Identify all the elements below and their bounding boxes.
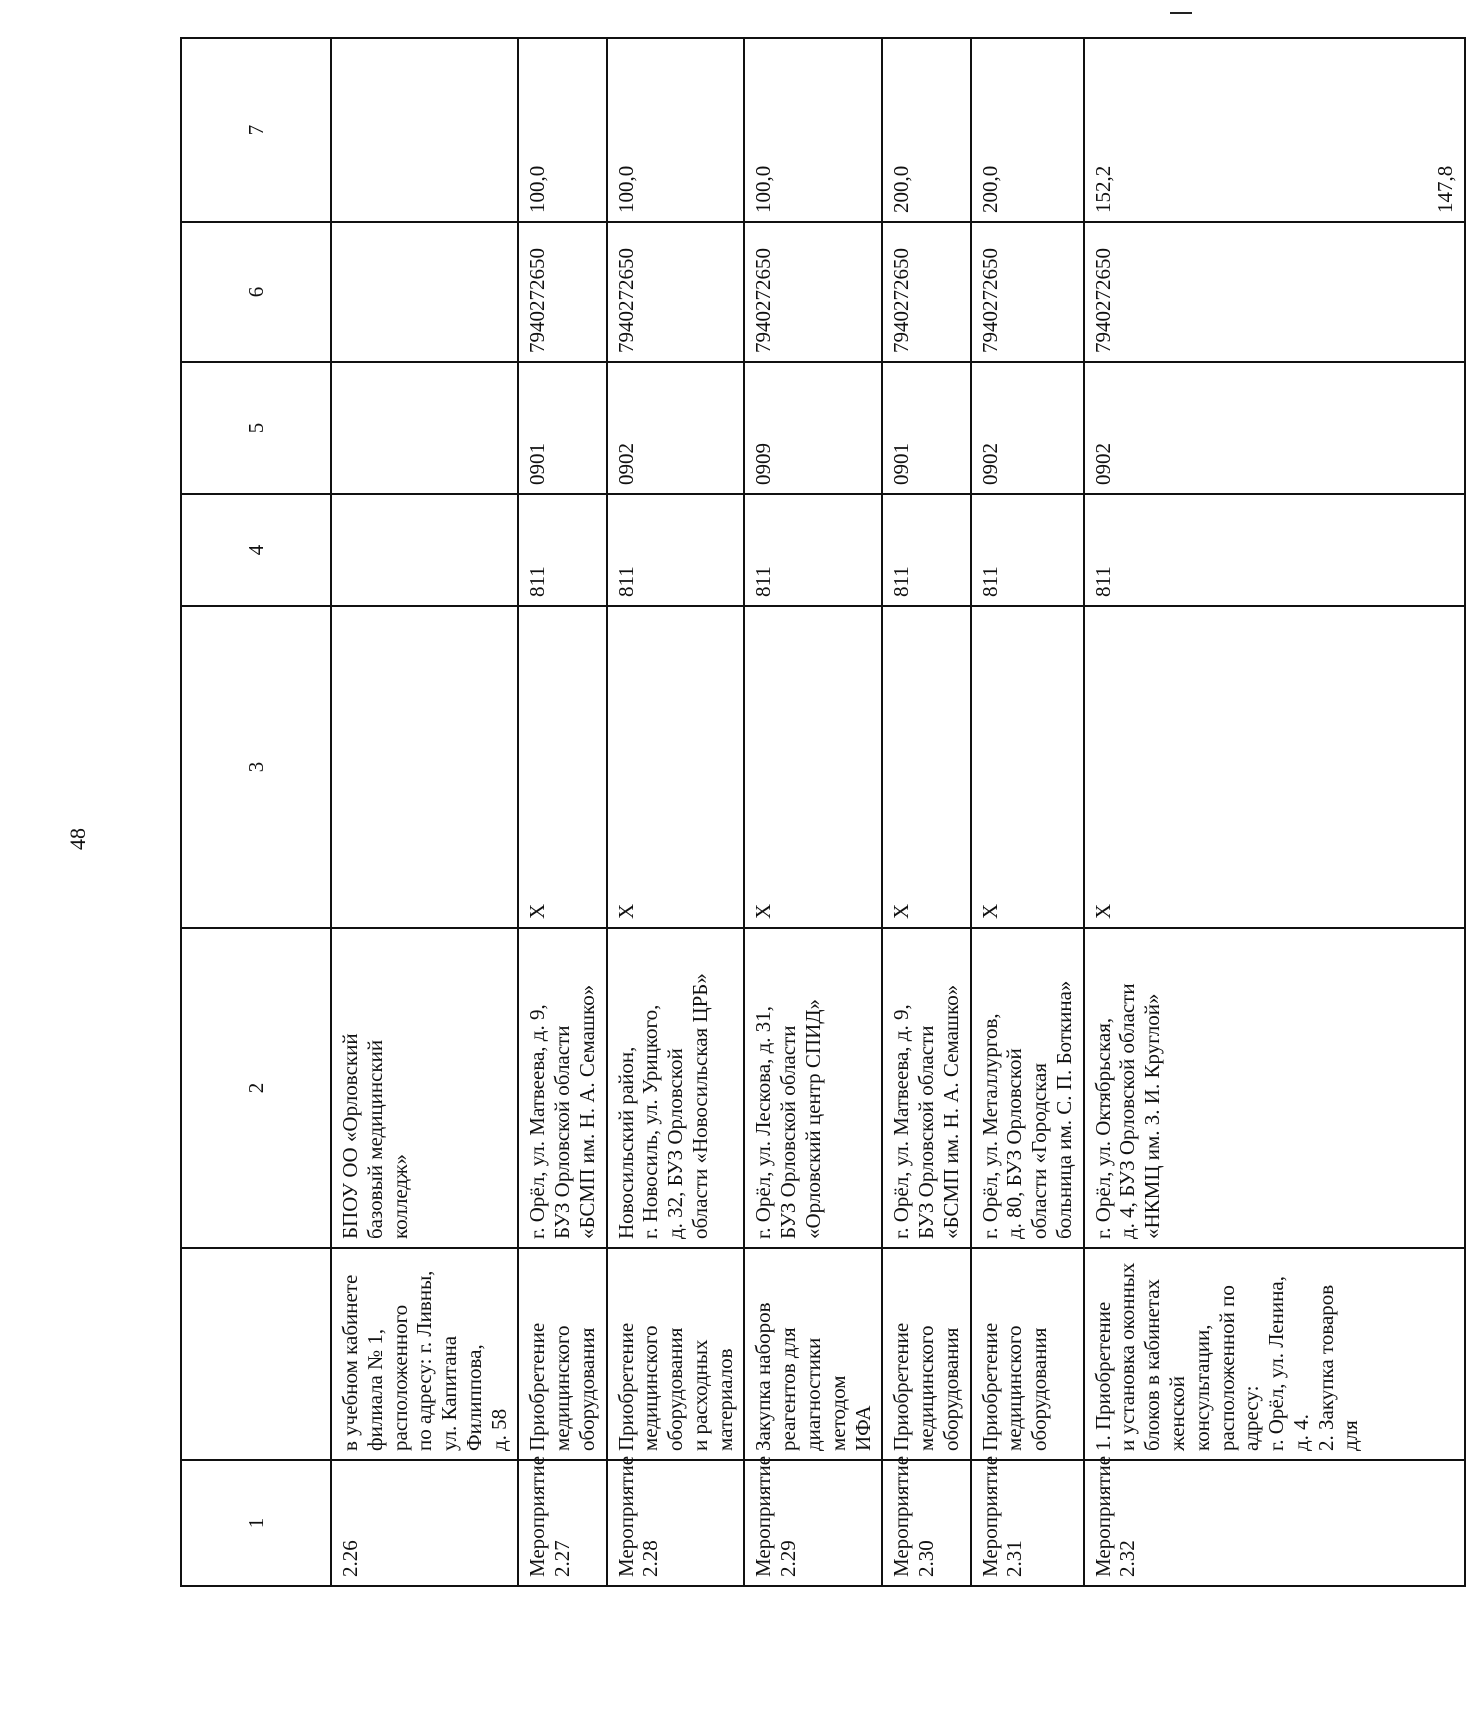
row-code-5: 0909 [744,362,882,494]
table-container [180,39,1458,1587]
row-location: г. Орёл, ул. Октябрьская, д. 4, БУЗ Орловской области «НКМЦ им. З. И. Круглой» [1084,928,1466,1248]
row-mark: Х [882,606,970,928]
row-code-6: 7940272650 [518,222,606,362]
row-code-5: 0902 [1084,362,1466,494]
row-mark: Х [744,606,882,928]
row-mark: Х [607,606,745,928]
row-amount: 100,0 [607,38,745,222]
row-id: Мероприятие 2.30 [882,1460,970,1586]
header-col-1: 1 [181,1460,331,1586]
row-code-6: 7940272650 [882,222,970,362]
row-code-4 [331,494,518,606]
row-location: г. Орёл, ул. Лескова, д. 31, БУЗ Орловской области «Орловский центр СПИД» [744,928,882,1248]
row-code-5: 0902 [607,362,745,494]
row-code-6: 7940272650 [744,222,882,362]
row-code-4: 811 [744,494,882,606]
row-description: Приобретение медицинского оборудования [518,1248,606,1460]
header-col-6: 6 [181,222,331,362]
row-description: Приобретение медицинского оборудования [971,1248,1084,1460]
row-id: Мероприятие 2.32 [1084,1460,1466,1586]
table-row [971,38,1084,1586]
row-amount: 200,0 [882,38,970,222]
row-location: Новосильский район, г. Новосиль, ул. Урицкого, д. 32, БУЗ Орловской области «Новосильская ЦРБ» [607,928,745,1248]
header-col-1b [181,1248,331,1460]
row-amount [331,38,518,222]
row-mark [331,606,518,928]
header-col-3: 3 [181,606,331,928]
row-code-5: 0901 [518,362,606,494]
table-row [518,38,606,1586]
header-col-5: 5 [181,362,331,494]
row-description: 1. Приобретение и установка оконных блоков в кабинетах женской консультации, расположенной по адресу: г. Орёл, ул. Ленина, д. 4. 2. Закупка товаров для [1084,1248,1466,1460]
table-row [331,38,518,1586]
row-code-5: 0901 [882,362,970,494]
row-location: БПОУ ОО «Орловский базовый медицинский колледж» [331,928,518,1248]
row-mark: Х [971,606,1084,928]
header-col-7: 7 [181,38,331,222]
row-code-4: 811 [882,494,970,606]
row-location: г. Орёл, ул. Матвеева, д. 9, БУЗ Орловской области «БСМП им. Н. А. Семашко» [882,928,970,1248]
row-code-6: 7940272650 [1084,222,1466,362]
measures-table [180,37,1466,1587]
row-mark: Х [518,606,606,928]
row-code-4: 811 [518,494,606,606]
row-code-4: 811 [607,494,745,606]
row-id: Мероприятие 2.31 [971,1460,1084,1586]
row-amount: 100,0 [518,38,606,222]
table-row [744,38,882,1586]
row-id: Мероприятие 2.28 [607,1460,745,1586]
row-description: Закупка наборов реагентов для диагностики методом ИФА [744,1248,882,1460]
row-code-6: 7940272650 [607,222,745,362]
row-id: Мероприятие 2.27 [518,1460,606,1586]
page-number: 48 [65,828,90,850]
row-description: Приобретение медицинского оборудования [882,1248,970,1460]
row-code-5: 0902 [971,362,1084,494]
row-location: г. Орёл, ул. Матвеева, д. 9, БУЗ Орловской области «БСМП им. Н. А. Семашко» [518,928,606,1248]
table-row [1084,38,1466,1586]
row-amount-1: 152,2 [1090,165,1115,213]
row-code-6 [331,222,518,362]
row-amount [1084,38,1466,222]
row-code-4: 811 [1084,494,1466,606]
row-location: г. Орёл, ул. Металлургов, д. 80, БУЗ Орловской области «Городская больница им. С. П. Боткина» [971,928,1084,1248]
row-id: 2.26 [331,1460,518,1586]
row-id: Мероприятие 2.29 [744,1460,882,1586]
table-row [607,38,745,1586]
table-row [882,38,970,1586]
row-code-4: 811 [971,494,1084,606]
row-mark: Х [1084,606,1466,928]
row-code-6: 7940272650 [971,222,1084,362]
row-code-5 [331,362,518,494]
row-description: в учебном кабинете филиала № 1, расположенного по адресу: г. Ливны, ул. Капитана Филиппова, д. 58 [331,1248,518,1460]
header-row [181,38,331,1586]
row-amount: 100,0 [744,38,882,222]
header-col-4: 4 [181,494,331,606]
row-amount-2: 147,8 [1433,165,1458,213]
header-col-2: 2 [181,928,331,1248]
row-description: Приобретение медицинского оборудования и расходных материалов [607,1248,745,1460]
row-amount: 200,0 [971,38,1084,222]
